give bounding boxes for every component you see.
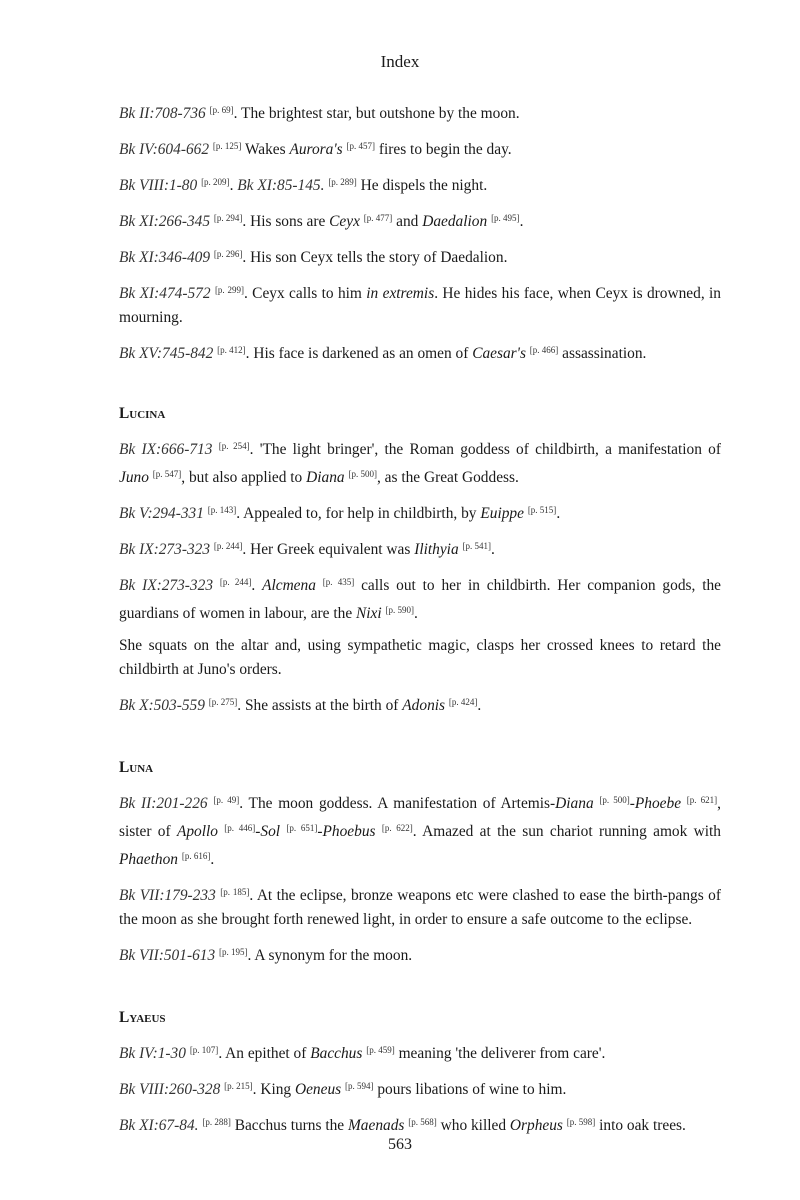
cross-ref-name: Ceyx — [329, 213, 360, 230]
page-ref: [p. 590] — [385, 605, 415, 615]
index-entry — [119, 570, 721, 626]
book-reference: Bk VII:501-613 — [119, 947, 216, 964]
cross-ref-name: Phoebus — [322, 823, 376, 840]
cross-ref-name: Maenads — [347, 1117, 405, 1134]
page-ref: [p. 616] — [181, 851, 211, 861]
index-entry — [119, 940, 721, 968]
index-entry — [119, 98, 721, 126]
index-entry — [119, 170, 721, 198]
book-reference: Bk XI:85-145. — [237, 177, 325, 194]
index-entry — [119, 1038, 721, 1066]
book-reference: Bk VIII:260-328 — [119, 1081, 221, 1098]
book-reference: Bk IX:273-323 — [119, 541, 211, 558]
entry-text: fires to begin the day. — [375, 141, 512, 158]
index-entry — [119, 434, 721, 490]
cross-ref-name: Phaethon — [119, 851, 178, 868]
entry-text: . — [251, 577, 263, 594]
entry-text: , sister of — [119, 795, 722, 840]
entry-text: . King — [252, 1081, 295, 1098]
entry-text: . His face is darkened as an omen of — [245, 345, 473, 362]
page-ref: [p. 275] — [208, 697, 238, 707]
entry-text: , but also applied to — [181, 469, 307, 486]
index-entry — [119, 206, 721, 234]
page-ref: [p. 622] — [381, 823, 413, 833]
cross-ref-name: Phoebe — [634, 795, 682, 812]
index-entry — [119, 1074, 721, 1102]
entry-text: . An epithet of — [218, 1045, 311, 1062]
book-reference: Bk XI:346-409 — [119, 249, 211, 266]
entry-text: . The brightest star, but outshone by the moon. — [233, 105, 520, 122]
index-entry — [119, 534, 721, 562]
index-entry — [119, 690, 721, 718]
entry-text: . — [414, 605, 418, 622]
page-ref: [p. 466] — [529, 345, 559, 355]
entry-text: assassination. — [558, 345, 647, 362]
index-entry — [119, 134, 721, 162]
entry-text: . 'The light bringer', the Roman goddess of childbirth, a manifestation of — [249, 441, 721, 458]
page-ref: [p. 477] — [363, 213, 393, 223]
page-ref: [p. 244] — [219, 577, 252, 587]
entry-text: - — [317, 823, 323, 840]
book-reference: Bk VIII:1-80 — [119, 177, 198, 194]
book-reference: Bk XI:474-572 — [119, 285, 211, 302]
page-ref: [p. 621] — [686, 795, 718, 805]
index-entry — [119, 634, 721, 682]
entry-text: . Her Greek equivalent was — [242, 541, 415, 558]
entry-text: and — [392, 213, 423, 230]
page-ref: [p. 424] — [448, 697, 478, 707]
page-ref: [p. 541] — [462, 541, 491, 551]
entry-text: Bacchus turns the — [230, 1117, 348, 1134]
cross-ref-name: Sol — [260, 823, 281, 840]
page-ref: [p. 215] — [224, 1081, 253, 1091]
page-ref: [p. 495] — [491, 213, 520, 223]
page-ref: [p. 500] — [599, 795, 630, 805]
page-ref: [p. 594] — [345, 1081, 374, 1091]
page-ref: [p. 500] — [348, 469, 377, 479]
page-ref: [p. 435] — [322, 577, 355, 587]
entry-text: . Appealed to, for help in childbirth, by — [236, 505, 481, 522]
book-reference: Bk XI:67-84. — [119, 1117, 199, 1134]
entry-text: . — [477, 697, 482, 714]
entry-text: . A synonym for the moon. — [247, 947, 413, 964]
page-ref: [p. 412] — [217, 345, 246, 355]
entry-text: . His sons are — [242, 213, 330, 230]
entry-text: She squats on the altar and, using sympathetic magic, clasps her crossed knees to retard the childbirth at Juno's orders. — [119, 637, 721, 678]
cross-ref-name: Diana — [306, 469, 345, 486]
entry-text: . Amazed at the sun chariot running amok with — [412, 823, 721, 840]
entry-text: He dispels the night. — [356, 177, 488, 194]
cross-ref-name: Juno — [119, 469, 149, 486]
cross-ref-name: Orpheus — [509, 1117, 563, 1134]
index-entry — [119, 788, 721, 872]
running-header: Index — [380, 52, 420, 71]
page-number: 563 — [388, 1136, 412, 1153]
cross-ref-name: Caesar's — [472, 345, 526, 362]
index-heading-lyaeus: Lyaeus — [119, 1009, 166, 1026]
book-reference: Bk IX:273-323 — [119, 577, 214, 594]
page-ref: [p. 446] — [224, 823, 256, 833]
cross-ref-name: Apollo — [176, 823, 218, 840]
entry-text: calls out to her in childbirth. Her companion gods, the guardians of women in labour, are the — [119, 577, 721, 622]
entry-text: . Ceyx calls to him — [243, 285, 367, 302]
entry-text: . She assists at the birth of — [237, 697, 403, 714]
entry-text: . — [556, 505, 561, 522]
cross-ref-name: Nixi — [356, 605, 382, 622]
page-ref: [p. 69] — [209, 105, 234, 115]
entry-text: pours libations of wine to him. — [373, 1081, 567, 1098]
cross-ref-name: Diana — [555, 795, 594, 812]
entry-text: into oak trees. — [595, 1117, 686, 1134]
page-ref: [p. 457] — [346, 141, 375, 151]
page-ref: [p. 143] — [207, 505, 237, 515]
entry-text: - — [255, 823, 261, 840]
entry-text: . At the eclipse, bronze weapons etc were clashed to ease the birth-pangs of the moon as she brought forth renewed light, in order to ensure a safe outcome to the eclipse. — [119, 887, 721, 928]
cross-ref-name: Ilithyia — [414, 541, 459, 558]
book-reference: Bk XV:745-842 — [119, 345, 214, 362]
page-ref: [p. 107] — [189, 1045, 219, 1055]
cross-ref-name: Bacchus — [310, 1045, 363, 1062]
cross-ref-name: Daedalion — [422, 213, 488, 230]
entry-text: Wakes — [241, 141, 290, 158]
cross-ref-name: Euippe — [480, 505, 524, 522]
page-ref: [p. 49] — [213, 795, 240, 805]
book-reference: Bk IX:666-713 — [119, 441, 213, 458]
page-ref: [p. 568] — [408, 1117, 437, 1127]
page-ref: [p. 598] — [566, 1117, 596, 1127]
entry-text: . He hides his face, when Ceyx is drowned, in mourning. — [119, 285, 722, 326]
page-ref: [p. 547] — [152, 469, 182, 479]
entry-text: . — [491, 541, 495, 558]
page-ref: [p. 651] — [286, 823, 318, 833]
page-ref: [p. 288] — [202, 1117, 231, 1127]
entry-text: who killed — [436, 1117, 510, 1134]
book-reference: Bk X:503-559 — [119, 697, 205, 714]
book-reference: Bk IV:604-662 — [119, 141, 210, 158]
index-heading-luna: Luna — [119, 759, 154, 776]
entry-text: , as the Great Goddess. — [376, 469, 519, 486]
book-reference: Bk II:201-226 — [119, 795, 208, 812]
index-entry — [119, 242, 721, 270]
book-reference: Bk VII:179-233 — [119, 887, 216, 904]
page-ref: [p. 195] — [219, 947, 248, 957]
index-entry — [119, 1110, 721, 1138]
page-ref: [p. 299] — [214, 285, 244, 295]
entry-text: . — [229, 177, 238, 194]
page-ref: [p. 294] — [213, 213, 243, 223]
index-entry — [119, 498, 721, 526]
cross-ref-name: Adonis — [402, 697, 446, 714]
entry-text: . His son Ceyx tells the story of Daedalion. — [242, 249, 508, 266]
page-ref: [p. 254] — [218, 441, 250, 451]
page-ref: [p. 459] — [366, 1045, 395, 1055]
page-ref: [p. 125] — [212, 141, 242, 151]
index-entry — [119, 278, 721, 330]
entry-text: . — [210, 851, 215, 868]
entry-text: . The moon goddess. A manifestation of Artemis- — [239, 795, 556, 812]
page-ref: [p. 244] — [213, 541, 243, 551]
index-content — [119, 98, 721, 1146]
entry-text: - — [629, 795, 635, 812]
page-ref: [p. 209] — [201, 177, 230, 187]
page-ref: [p. 289] — [328, 177, 357, 187]
book-reference: Bk II:708-736 — [119, 105, 206, 122]
entry-text: meaning 'the deliverer from care'. — [394, 1045, 606, 1062]
page-ref: [p. 515] — [527, 505, 557, 515]
index-entry — [119, 338, 721, 366]
cross-ref-name: Oeneus — [294, 1081, 342, 1098]
page-ref: [p. 185] — [220, 887, 250, 897]
cross-ref-name: Aurora's — [289, 141, 343, 158]
book-reference: Bk IV:1-30 — [119, 1045, 186, 1062]
latin-phrase: in extremis — [366, 285, 435, 302]
book-reference: Bk V:294-331 — [119, 505, 204, 522]
index-entry — [119, 880, 721, 932]
page-ref: [p. 296] — [213, 249, 243, 259]
book-reference: Bk XI:266-345 — [119, 213, 211, 230]
index-heading-lucina: Lucina — [119, 405, 166, 422]
entry-text: . — [519, 213, 524, 230]
cross-ref-name: Alcmena — [262, 577, 316, 594]
